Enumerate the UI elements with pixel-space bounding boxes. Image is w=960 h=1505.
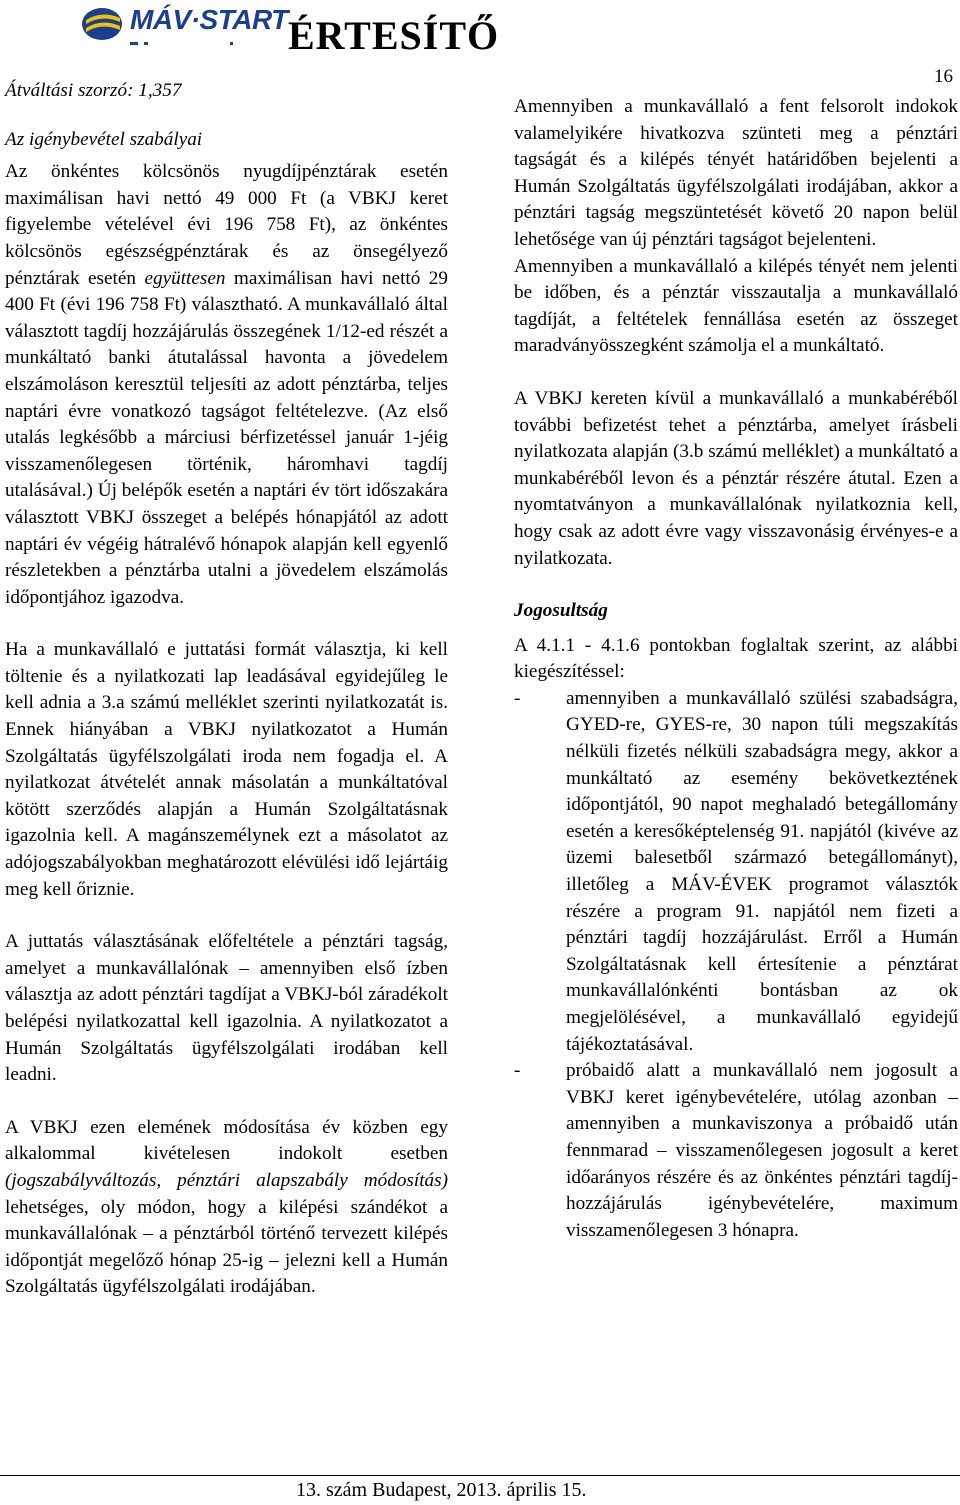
eligibility-heading: Jogosultság — [514, 600, 608, 622]
mav-start-logo — [80, 2, 288, 54]
right-column — [514, 94, 958, 1244]
paragraph-extra-payment: A VBKJ kereten kívül a munkavállaló a munkabéréből további befizetést tehet a pénztárba, amelyet írásbeli nyilatkozata alapján (3.b számú melléklet) a munkáltató a munkabéréből levon és a pénztár részére átutal. Ezen a nyomtatványon a munkavállalónak nyilatkoznia kell, hogy csak az adott évre vagy visszavonásig érvényes-e a nyilatkozata. — [514, 387, 958, 569]
paragraph-membership: A juttatás választásának előfeltétele a pénztári tagság, amelyet a munkavállalónak – amennyiben első ízben választja az adott pénztári tagdíjat a VBKJ-ból záradékolt belépési nyilatkozattal kell igazolnia. A nyilatkozatot a Humán Szolgáltatás ügyfélszolgálati irodában kell leadni. — [5, 931, 448, 1086]
paragraph-late-notice: Amennyiben a munkavállaló a kilépés tényét nem jelenti be időben, és a pénztár visszautalja a munkavállaló tagdíját, a feltételek fennállása esetén az összeget maradványösszegként számolja el a munkáltató. — [514, 255, 958, 357]
publication-title: ÉRTESÍTŐ — [288, 13, 500, 58]
paragraph-modification: A VBKJ ezen elemének módosítása év közben egy alkalommal kivételesen indokolt esetben (jogszabályváltozás, pénztári alapszabály módosítás) lehetséges, oly módon, hogy a kilépési szándékot a munkavállalónak – a pénztárból történő tervezett kilépés időpontját megelőző hónap 25-ig – jelezni kell a Humán Szolgáltatás ügyfélszolgálati irodájában. — [5, 1116, 448, 1298]
rules-heading: Az igénybevétel szabályai — [5, 128, 203, 150]
footer-issue: 13. szám Budapest, 2013. április 15. — [296, 1479, 587, 1501]
logo-wordmark: MÁV·START — [130, 4, 288, 35]
footer-divider — [0, 1475, 960, 1476]
page-number: 16 — [934, 66, 953, 87]
page-header — [0, 0, 960, 64]
paragraph-eligibility: A 4.1.1 - 4.1.6 pontokban foglaltak szerint, az alábbi kiegészítéssel: — [514, 634, 958, 683]
conversion-rate: Átváltási szorzó: 1,357 — [5, 80, 182, 101]
left-column — [5, 78, 448, 1301]
paragraph-termination: Amennyiben a munkavállaló a fent felsorolt indokok valamelyikére hivatkozva szünteti meg a pénztári tagságát és a kilépés tényét határidőben bejelenti a Humán Szolgáltatás ügyfélszolgálati irodájában, akkor a pénztári tagság megszüntetését követő 20 napon belül lehetősége van új pénztári tagságot bejelenteni. — [514, 96, 958, 250]
paragraph-declaration: Ha a munkavállaló e juttatási formát választja, ki kell töltenie és a nyilatkozati lap leadásával egyidejűleg le kell adnia a 3.a számú melléklet szerinti nyilatkozatát is. Ennek hiányában a VBKJ nyilatkozatot a Humán Szolgáltatás ügyfélszolgálati iroda nem fogadja el. A nyilatkozat átvételét annak másolatán a munkáltatóval kötött szerződés alapján a Humán Szolgáltatásnak igazolnia kell. A magánszemélynek ezt a másolatot az adójogszabályokban meghatározott elévülési idő lejártáig meg kell őriznie. — [5, 639, 448, 900]
paragraph-rules: Az önkéntes kölcsönös nyugdíjpénztárak esetén maximálisan havi nettó 49 000 Ft (a VBKJ keret figyelembe vételével évi 196 758 Ft), az önkéntes kölcsönös egészségpénztárak és az önsegélyező pénztárak esetén együttesen maximálisan havi nettó 29 400 Ft (évi 196 758 Ft) választható. A munkavállaló által választott tagdíj hozzájárulás összegének 1/12-ed részét a munkáltató banki átutalással havonta a jövedelem elszámoláson keresztül teljesíti az adott pénztárba, teljes naptári évre vonatkozó tagságot feltételezve. (Az első utalás legkésőbb a márciusi bérfizetéssel január 1-jéig visszamenőlegesen történik, háromhavi tagdíj utalásával.) Új belépők esetén a naptári év tört időszakára választott VBKJ összeget a belépés hónapjától az adott naptári év végéig hátralévő hónapok alapján kell egyenlő részletekben a pénztárba utalni a jövedelem elszámolás időpontjához igazodva. — [5, 161, 448, 608]
list-item: - próbaidő alatt a munkavállaló nem jogosult a VBKJ keret igénybevételére, utólag azonban – amennyiben a munkaviszonya a próbaidő után fennmarad – visszamenőlegesen jogosult a keret időarányos részére és az önkéntes pénztári tagdíj-hozzájárulás igénybevételére, maximum visszamenőlegesen 3 hónapra. — [514, 1058, 958, 1244]
list-item: - amennyiben a munkavállaló szülési szabadságra, GYED-re, GYES-re, 30 napon túli megszakítás nélküli fizetés nélküli szabadságra megy, akkor a munkáltató az esemény bekövetkeztének időpontjától, 90 napot meghaladó betegállomány esetén a keresőképtelenség 91. napjától (kivéve az üzemi balesetből származó betegállományt), illetőleg a MÁV-ÉVEK programot választók részére a program 91. napjától nem fizeti a pénztári tagdíj hozzájárulást. Erről a Humán Szolgáltatásnak kell értesítenie a pénztárat munkavállalónkénti bontásban az ok megjelölésével, a munkavállaló egyidejű tájékoztatásával. — [514, 686, 958, 1058]
eligibility-list — [514, 686, 958, 1244]
